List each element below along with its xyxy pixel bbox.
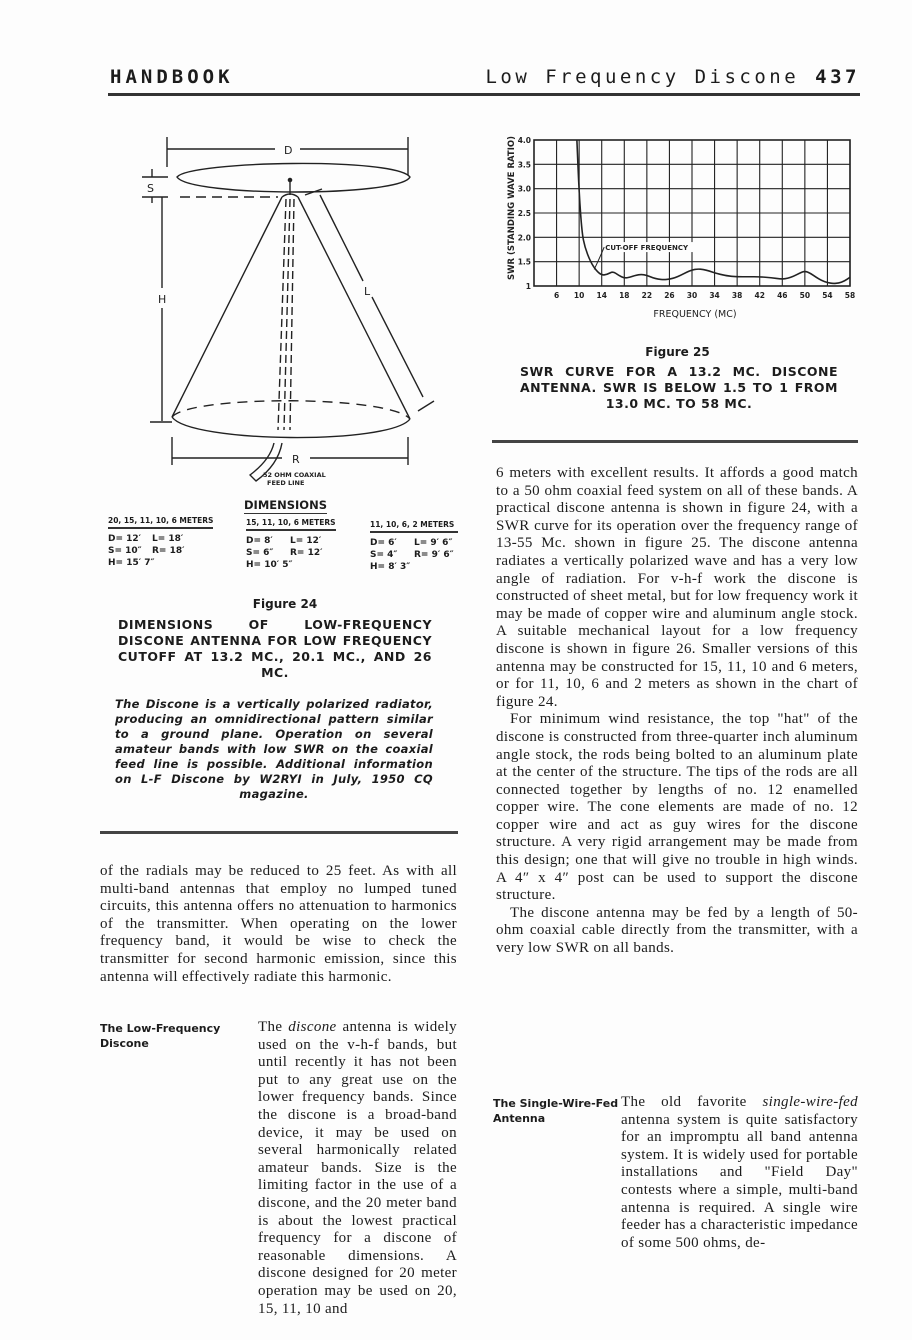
- dim-value: H= 8′ 3″: [370, 562, 411, 572]
- paragraph: For minimum wind resistance, the top "hat" of the discone is constructed from three-quarter inch aluminum angle stock, the rods being bolted to an aluminum plate at the center of the structure. The tips of the rods are all connected together by lengths of no. 12 enamelled copper wire. The cone elements are made of no. 12 copper wire and act as guy wires for the discone structure. A very rigid arrangement may be made from this design; one that will give no trouble in high winds. A 4″ x 4″ post can be used to support the discone structure.: [496, 711, 858, 904]
- paragraph: 6 meters with excellent results. It affords a good match to a 50 ohm coaxial feed system on all of these bands. A practical discone antenna is shown in figure 24, with a SWR curve for its operation over the frequency range of 13-55 Mc. shown in figure 25. The discone antenna radiates a vertically polarized wave and has a very low angle of radiation. For v-h-f work the discone is constructed of sheet metal, but for low frequency work it may be made of copper wire and aluminum angle stock. A suitable mechanical layout for a low frequency discone is shown in figure 26. Smaller versions of this antenna may be constructed for 15, 11, 10 and 6 meters, or for 11, 10, 6 and 2 meters as shown in the chart of figure 24.: [496, 465, 858, 710]
- column-heading: 20, 15, 11, 10, 6 METERS: [108, 516, 213, 529]
- dim-value: S= 4″: [370, 550, 398, 560]
- y-tick-label: 3.0: [517, 184, 531, 194]
- page-number: 437: [815, 66, 860, 88]
- dim-value: L= 18′: [152, 534, 184, 544]
- x-tick-label: 42: [754, 291, 765, 300]
- cone-right-edge: [298, 197, 410, 419]
- cutoff-annotation: CUT-OFF FREQUENCY: [605, 244, 689, 253]
- dimensions-column: [370, 520, 458, 573]
- dim-value: L= 9′ 6″: [414, 538, 453, 548]
- running-title: Low Frequency Discone: [485, 66, 800, 88]
- y-tick-label: 1.5: [517, 257, 531, 267]
- x-tick-label: 38: [731, 291, 743, 300]
- dim-value: S= 10″: [108, 546, 142, 556]
- dim-value: R= 18′: [152, 546, 185, 556]
- dimensions-title: DIMENSIONS: [244, 498, 327, 512]
- right-paragraph-4: [493, 1094, 858, 1252]
- y-tick-label: 4.0: [517, 136, 531, 145]
- right-column-text: [496, 465, 858, 958]
- figure-25-caption: SWR CURVE FOR A 13.2 MC. DISCONE ANTENNA. SWR IS BELOW 1.5 TO 1 FROM 13.0 MC. TO 58 MC.: [520, 364, 838, 411]
- y-tick-labels: [518, 136, 531, 291]
- x-axis-label: FREQUENCY (MC): [653, 309, 737, 320]
- x-tick-label: 18: [619, 291, 630, 300]
- x-tick-label: 58: [844, 291, 856, 300]
- feed-line-label-1: 52 OHM COAXIAL: [263, 471, 326, 479]
- left-paragraph-1: [100, 863, 457, 986]
- section-heading-low-frequency-discone: The Low-Frequency Discone: [100, 1022, 221, 1050]
- x-tick-label: 6: [553, 291, 560, 300]
- x-tick-label: 26: [664, 291, 675, 300]
- dim-value: L= 12′: [290, 536, 322, 546]
- dim-value: R= 9′ 6″: [414, 550, 454, 560]
- column-heading: 11, 10, 6, 2 METERS: [370, 520, 458, 533]
- column-heading: 15, 11, 10, 6 METERS: [246, 518, 336, 531]
- italic-term: discone: [288, 1019, 337, 1035]
- figure-25-label: Figure 25: [645, 345, 710, 359]
- x-tick-label: 34: [709, 291, 720, 300]
- header-rule: [108, 93, 860, 96]
- section-heading-single-wire-fed: The Single-Wire-Fed Antenna: [493, 1097, 619, 1125]
- cutoff-arrow: [594, 247, 604, 269]
- dim-value: R= 12′: [290, 548, 323, 558]
- dimensions-table: [100, 498, 470, 578]
- x-tick-label: 14: [596, 291, 607, 300]
- swr-chart: [495, 128, 860, 328]
- y-tick-label: 2.5: [517, 209, 531, 218]
- x-tick-label: 30: [686, 291, 698, 300]
- dim-value: D= 8′: [246, 536, 273, 546]
- text-run: antenna is widely used on the v-h-f bands, but until recently it has not been put to any great use on the lower frequency bands. Since the discone is a broad-band device, it may be used on several harmonically related amateur bands. Size is the limiting factor in the use of a discone, and the 20 meter band is about the lowest practical frequency for a discone of reasonable dimensions. A discone designed for 20 meter operation may be used on 20, 15, 11, 10 and: [258, 1019, 457, 1317]
- label-l: L: [364, 285, 371, 298]
- discone-antenna-diagram: [110, 125, 450, 495]
- disc-hat: [177, 163, 410, 192]
- figure-24-label: Figure 24: [252, 597, 318, 611]
- dimensions-column: [246, 518, 336, 571]
- dim-value: H= 10′ 5″: [246, 560, 293, 570]
- dim-value: H= 15′ 7″: [108, 558, 155, 568]
- text-run: antenna system is quite satisfactory for an impromptu all band antenna system. It is widely used for portable installations and "Field Day" contests where a simple, multi-band antenna is required. A single wire feeder has a characteristic impedance of some 500 ohms, de-: [621, 1111, 858, 1251]
- y-tick-label: 3.5: [517, 160, 531, 170]
- left-paragraph-2: [100, 1019, 457, 1318]
- x-tick-labels: [554, 291, 855, 300]
- dim-value: D= 6′: [370, 538, 397, 548]
- figure-24-caption: DIMENSIONS OF LOW-FREQUENCY DISCONE ANTENNA FOR LOW FREQUENCY CUTOFF AT 13.2 MC., 20.1 MC., AND 26 MC.: [118, 617, 432, 680]
- x-tick-label: 10: [573, 291, 585, 300]
- label-h: H: [158, 293, 167, 306]
- figure-24-note: The Discone is a vertically polarized radiator, producing an omnidirectional pattern similar to a ground plane. Operation on several amateur bands with low SWR on the coaxial feed line is possible. Additional information on L-F Discone by W2RYI in July, 1950 CQ magazine.: [115, 697, 433, 801]
- label-r: R: [292, 453, 300, 466]
- dimensions-column: [108, 516, 213, 569]
- column-divider: [100, 831, 458, 834]
- italic-term: single-wire-fed: [762, 1094, 858, 1110]
- x-tick-label: 50: [799, 291, 811, 300]
- x-tick-label: 22: [641, 291, 653, 300]
- paragraph: The discone antenna may be fed by a length of 50-ohm coaxial cable directly from the transmitter, with a very low SWR on all bands.: [496, 904, 858, 957]
- text-run: The old favorite: [621, 1094, 763, 1110]
- dim-value: D= 12′: [108, 534, 142, 544]
- cone-base-front: [172, 417, 410, 438]
- chart-grid: [534, 140, 850, 286]
- y-tick-label: 2.0: [517, 233, 531, 243]
- dim-value: S= 6″: [246, 548, 274, 558]
- feed-line-label-2: FEED LINE: [267, 479, 305, 487]
- label-s: S: [147, 182, 154, 195]
- running-header-left: HANDBOOK: [110, 66, 234, 88]
- running-header-right: [485, 66, 860, 88]
- y-axis-label: SWR (STANDING WAVE RATIO): [507, 136, 517, 280]
- cone-left-edge: [172, 197, 282, 417]
- label-d: D: [284, 144, 293, 157]
- column-divider: [492, 440, 858, 443]
- y-tick-label: 1: [525, 282, 531, 291]
- x-tick-label: 46: [777, 291, 788, 300]
- paragraph: of the radials may be reduced to 25 feet. As with all multi-band antennas that employ no lumped tuned circuits, this antenna offers no attenuation to harmonics of the transmitter. When operating on the lower frequency band, it would be wise to check the transmitter for second harmonic emission, since this antenna will effectively radiate this harmonic.: [100, 863, 457, 985]
- text-run: The: [258, 1019, 289, 1035]
- x-tick-label: 54: [822, 291, 833, 300]
